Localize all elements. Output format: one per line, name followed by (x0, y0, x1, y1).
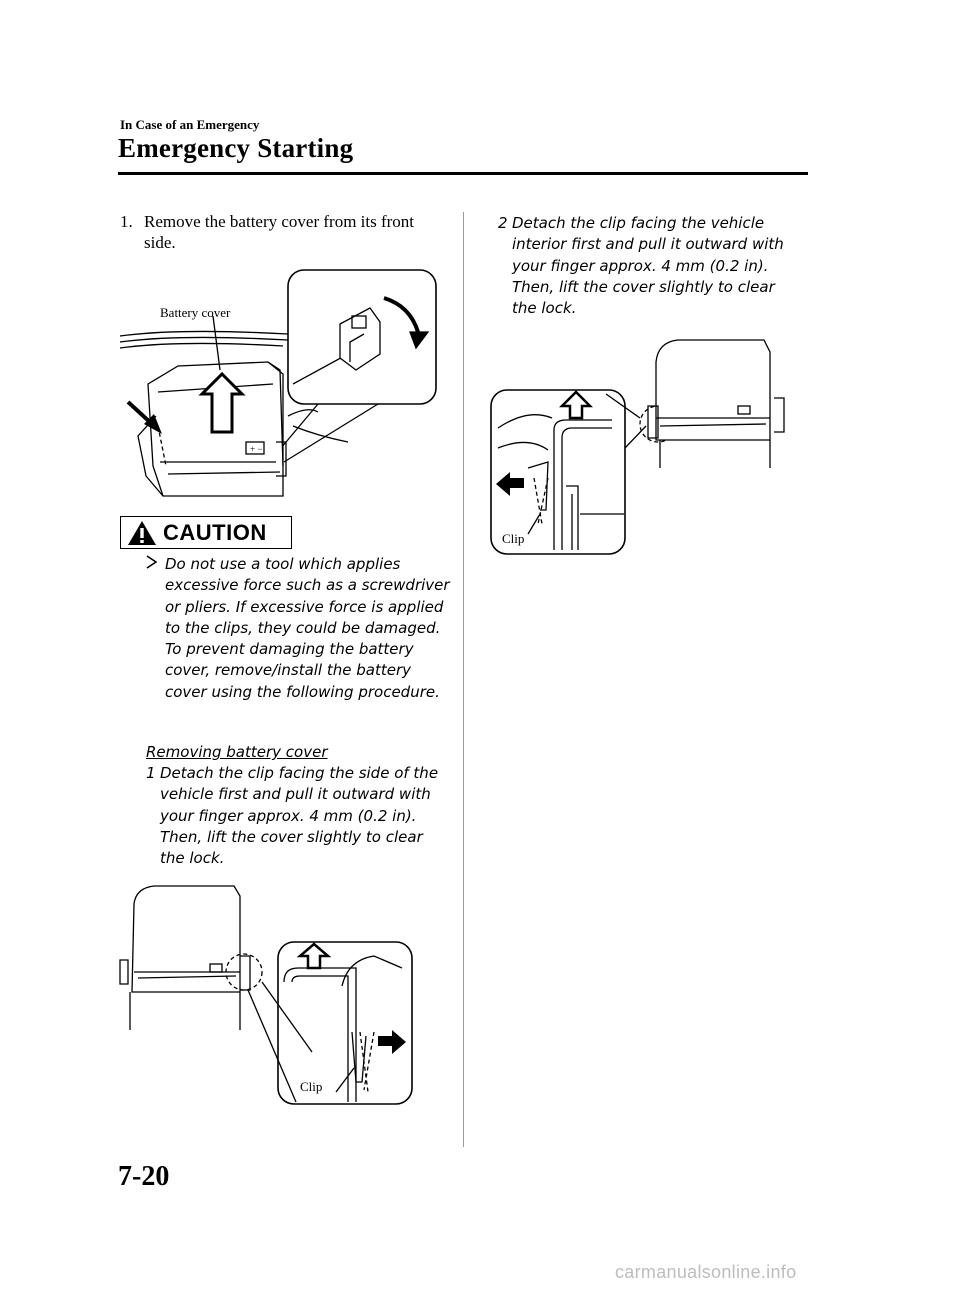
step-1-line-2: side. (144, 233, 176, 252)
caution-box (120, 516, 292, 549)
removing-step-2-text: Detach the clip facing the vehicle interior first and pull it outward with your finger approx. 4 mm (0.2 in). Then, lift the cover slightly to clear the lock. (512, 214, 784, 318)
caution-label: CAUTION (163, 520, 267, 545)
clip-label-right: Clip (502, 531, 525, 546)
removing-step-1-text: Detach the clip facing the side of the vehicle first and pull it outward with your finger approx. 4 mm (0.2 in). Then, lift the cover slightly to clear the lock. (160, 764, 439, 868)
arrow-bullet-icon (145, 555, 157, 569)
clip-interior-figure (488, 338, 790, 556)
removing-step-2-number: 2 (498, 214, 508, 232)
page-title: Emergency Starting (118, 133, 354, 163)
battery-cover-label: Battery cover (160, 305, 231, 320)
step-1-number: 1. (120, 212, 133, 231)
clip-label-left: Clip (300, 1079, 323, 1094)
svg-text:+ −: + − (250, 444, 263, 454)
title-rule (118, 172, 808, 175)
clip-side-figure (116, 882, 416, 1108)
removing-step-1 (146, 763, 446, 869)
caution-paragraph: Do not use a tool which applies excessive force such as a screwdriver or pliers. If excessive force is applied to the clips, they could be damaged. To prevent damaging the battery cover, remove/install the battery cover using the following procedure. (165, 555, 450, 701)
section-label: In Case of an Emergency (120, 117, 260, 132)
step-1-line-1: Remove the battery cover from its front (144, 212, 415, 231)
battery-cover-figure (118, 266, 440, 506)
column-divider (463, 212, 464, 1147)
removing-step-1-number: 1 (146, 764, 156, 782)
caution-text (145, 554, 455, 703)
removing-step-2 (498, 213, 798, 319)
removing-heading: Removing battery cover (146, 743, 328, 761)
footer-url[interactable]: carmanualsonline.info (615, 1262, 797, 1282)
warning-triangle-icon (127, 520, 157, 546)
step-1-instruction (120, 211, 450, 253)
page-number: 7-20 (118, 1161, 170, 1192)
